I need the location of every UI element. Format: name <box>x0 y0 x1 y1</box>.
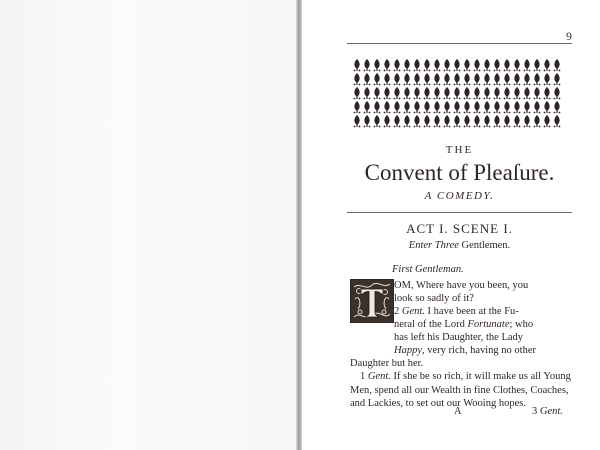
text-line-rest: ; who <box>509 319 534 330</box>
fleuron-icon <box>524 115 531 127</box>
fleuron-icon <box>444 115 451 127</box>
fleuron-icon <box>454 115 461 127</box>
fleuron-icon <box>464 59 471 71</box>
fleuron-icon <box>384 59 391 71</box>
text-line <box>394 318 533 331</box>
fleuron-icon <box>454 101 461 113</box>
fleuron-icon <box>514 101 521 113</box>
stage-direction <box>347 240 572 251</box>
fleuron-icon <box>424 115 431 127</box>
stage-direction-italic: Enter Three <box>408 240 459 251</box>
page-number: 9 <box>566 29 572 43</box>
fleuron-icon <box>404 101 411 113</box>
fleuron-icon <box>454 73 461 85</box>
fleuron-icon <box>444 101 451 113</box>
fleuron-icon <box>474 101 481 113</box>
fleuron-icon <box>414 87 421 99</box>
catchword <box>532 406 563 417</box>
fleuron-icon <box>364 59 371 71</box>
fleuron-icon <box>384 73 391 85</box>
fleuron-icon <box>514 59 521 71</box>
section-rule <box>347 212 572 213</box>
fleuron-icon <box>494 73 501 85</box>
fleuron-icon <box>464 87 471 99</box>
fleuron-icon <box>404 87 411 99</box>
fleuron-icon <box>504 87 511 99</box>
fleuron-icon <box>404 73 411 85</box>
fleuron-icon <box>434 73 441 85</box>
fleuron-icon <box>414 59 421 71</box>
fleuron-icon <box>394 87 401 99</box>
text-line-plain: OM, Where have you been, you <box>394 280 529 291</box>
fleuron-icon <box>434 101 441 113</box>
text-line <box>394 279 528 292</box>
fleuron-icon <box>394 59 401 71</box>
fleuron-icon <box>494 59 501 71</box>
fleuron-icon <box>544 115 551 127</box>
fleuron-icon <box>514 73 521 85</box>
catchword-number: 3 <box>532 406 540 417</box>
text-line-rest: , very rich, having no other <box>422 345 537 356</box>
fleuron-icon <box>444 59 451 71</box>
text-line-plain: and Lackies, to set out our Wooing hopes. <box>350 398 526 409</box>
fleuron-icon <box>544 73 551 85</box>
fleuron-icon <box>514 115 521 127</box>
text-line-plain: look so sadly of it? <box>394 293 474 304</box>
act-heading: ACT I. SCENE I. <box>406 221 513 236</box>
fleuron-icon <box>354 73 361 85</box>
fleuron-icon <box>454 59 461 71</box>
fleuron-icon <box>404 115 411 127</box>
fleuron-icon <box>484 73 491 85</box>
header-rule <box>347 43 572 44</box>
fleuron-icon <box>394 115 401 127</box>
text-line <box>394 344 536 357</box>
fleuron-icon <box>554 115 561 127</box>
fleuron-icon <box>474 73 481 85</box>
fleuron-icon <box>484 87 491 99</box>
drop-cap-t-icon <box>350 279 394 323</box>
fleuron-icon <box>494 115 501 127</box>
fleuron-icon <box>374 59 381 71</box>
fleuron-icon <box>444 73 451 85</box>
fleuron-icon <box>534 59 541 71</box>
fleuron-icon <box>384 101 391 113</box>
fleuron-icon <box>424 87 431 99</box>
fleuron-icon <box>554 87 561 99</box>
fleuron-icon <box>454 87 461 99</box>
fleuron-icon <box>474 115 481 127</box>
fleuron-icon <box>444 87 451 99</box>
fleuron-icon <box>484 59 491 71</box>
text-line-rest: I have been at the Fu- <box>424 306 519 317</box>
fleuron-icon <box>524 87 531 99</box>
text-line-italic: Happy <box>394 345 422 356</box>
fleuron-icon <box>544 59 551 71</box>
fleuron-icon <box>404 59 411 71</box>
left-page-blank <box>0 0 298 450</box>
fleuron-icon <box>384 87 391 99</box>
fleuron-icon <box>424 73 431 85</box>
fleuron-icon <box>354 59 361 71</box>
text-line-plain: neral of the Lord <box>394 319 468 330</box>
fleuron-icon <box>394 101 401 113</box>
fleuron-icon <box>354 87 361 99</box>
fleuron-icon <box>484 101 491 113</box>
fleuron-icon <box>464 101 471 113</box>
text-line <box>350 397 526 410</box>
text-line-rest: If she be so rich, it will make us all Young <box>390 371 571 382</box>
fleuron-icon <box>524 73 531 85</box>
text-line <box>350 357 423 370</box>
fleuron-icon <box>424 59 431 71</box>
fleuron-icon <box>524 101 531 113</box>
fleuron-icon <box>374 87 381 99</box>
fleuron-icon <box>504 101 511 113</box>
right-page <box>302 0 600 450</box>
fleuron-icon <box>414 101 421 113</box>
fleuron-icon <box>384 115 391 127</box>
fleuron-icon <box>374 101 381 113</box>
fleuron-icon <box>374 73 381 85</box>
signature-mark: A <box>454 406 462 417</box>
catchword-italic: Gent. <box>539 406 563 417</box>
text-line-plain: Daughter but her. <box>350 358 424 369</box>
text-line-italic: Gent. <box>401 306 425 317</box>
fleuron-icon <box>354 115 361 127</box>
fleuron-icon <box>544 101 551 113</box>
fleuron-icon <box>364 115 371 127</box>
title-the: THE <box>445 144 474 156</box>
fleuron-icon <box>514 87 521 99</box>
fleuron-icon <box>534 73 541 85</box>
fleuron-icon <box>394 73 401 85</box>
fleuron-icon <box>484 115 491 127</box>
speaker-name: First Gentleman. <box>392 264 464 275</box>
play-title: Convent of Pleaſure. <box>364 160 555 185</box>
fleuron-icon <box>464 115 471 127</box>
fleuron-band-ornament <box>352 58 562 128</box>
fleuron-icon <box>424 101 431 113</box>
fleuron-icon <box>434 59 441 71</box>
fleuron-icon <box>474 59 481 71</box>
fleuron-icon <box>464 73 471 85</box>
fleuron-icon <box>374 115 381 127</box>
text-line-plain: 1 <box>360 371 368 382</box>
fleuron-icon <box>494 87 501 99</box>
fleuron-icon <box>434 87 441 99</box>
play-subtitle: A COMEDY. <box>424 190 495 202</box>
fleuron-icon <box>364 73 371 85</box>
text-line <box>394 292 474 305</box>
fleuron-icon <box>554 101 561 113</box>
fleuron-icon <box>554 73 561 85</box>
fleuron-icon <box>414 73 421 85</box>
fleuron-icon <box>354 101 361 113</box>
fleuron-icon <box>534 101 541 113</box>
fleuron-icon <box>534 87 541 99</box>
text-line-plain: Men, spend all our Wealth in fine Clothes, Coaches, <box>350 385 569 396</box>
fleuron-icon <box>434 115 441 127</box>
fleuron-icon <box>494 101 501 113</box>
fleuron-icon <box>414 115 421 127</box>
fleuron-icon <box>534 115 541 127</box>
fleuron-icon <box>504 73 511 85</box>
fleuron-icon <box>554 59 561 71</box>
text-line-plain: has left his Daughter, the Lady <box>394 332 524 343</box>
stage-direction-rest: Gentlemen. <box>458 240 511 251</box>
text-line <box>360 370 571 383</box>
fleuron-icon <box>474 87 481 99</box>
fleuron-icon <box>524 59 531 71</box>
fleuron-icon <box>544 87 551 99</box>
text-line <box>394 305 519 318</box>
fleuron-icon <box>364 87 371 99</box>
text-line <box>394 331 523 344</box>
text-line-plain: 2 <box>394 306 402 317</box>
fleuron-icon <box>504 115 511 127</box>
text-line-italic: Gent. <box>367 371 391 382</box>
text-line <box>350 384 569 397</box>
fleuron-icon <box>364 101 371 113</box>
fleuron-icon <box>504 59 511 71</box>
text-line-italic: Fortunate <box>467 319 510 330</box>
